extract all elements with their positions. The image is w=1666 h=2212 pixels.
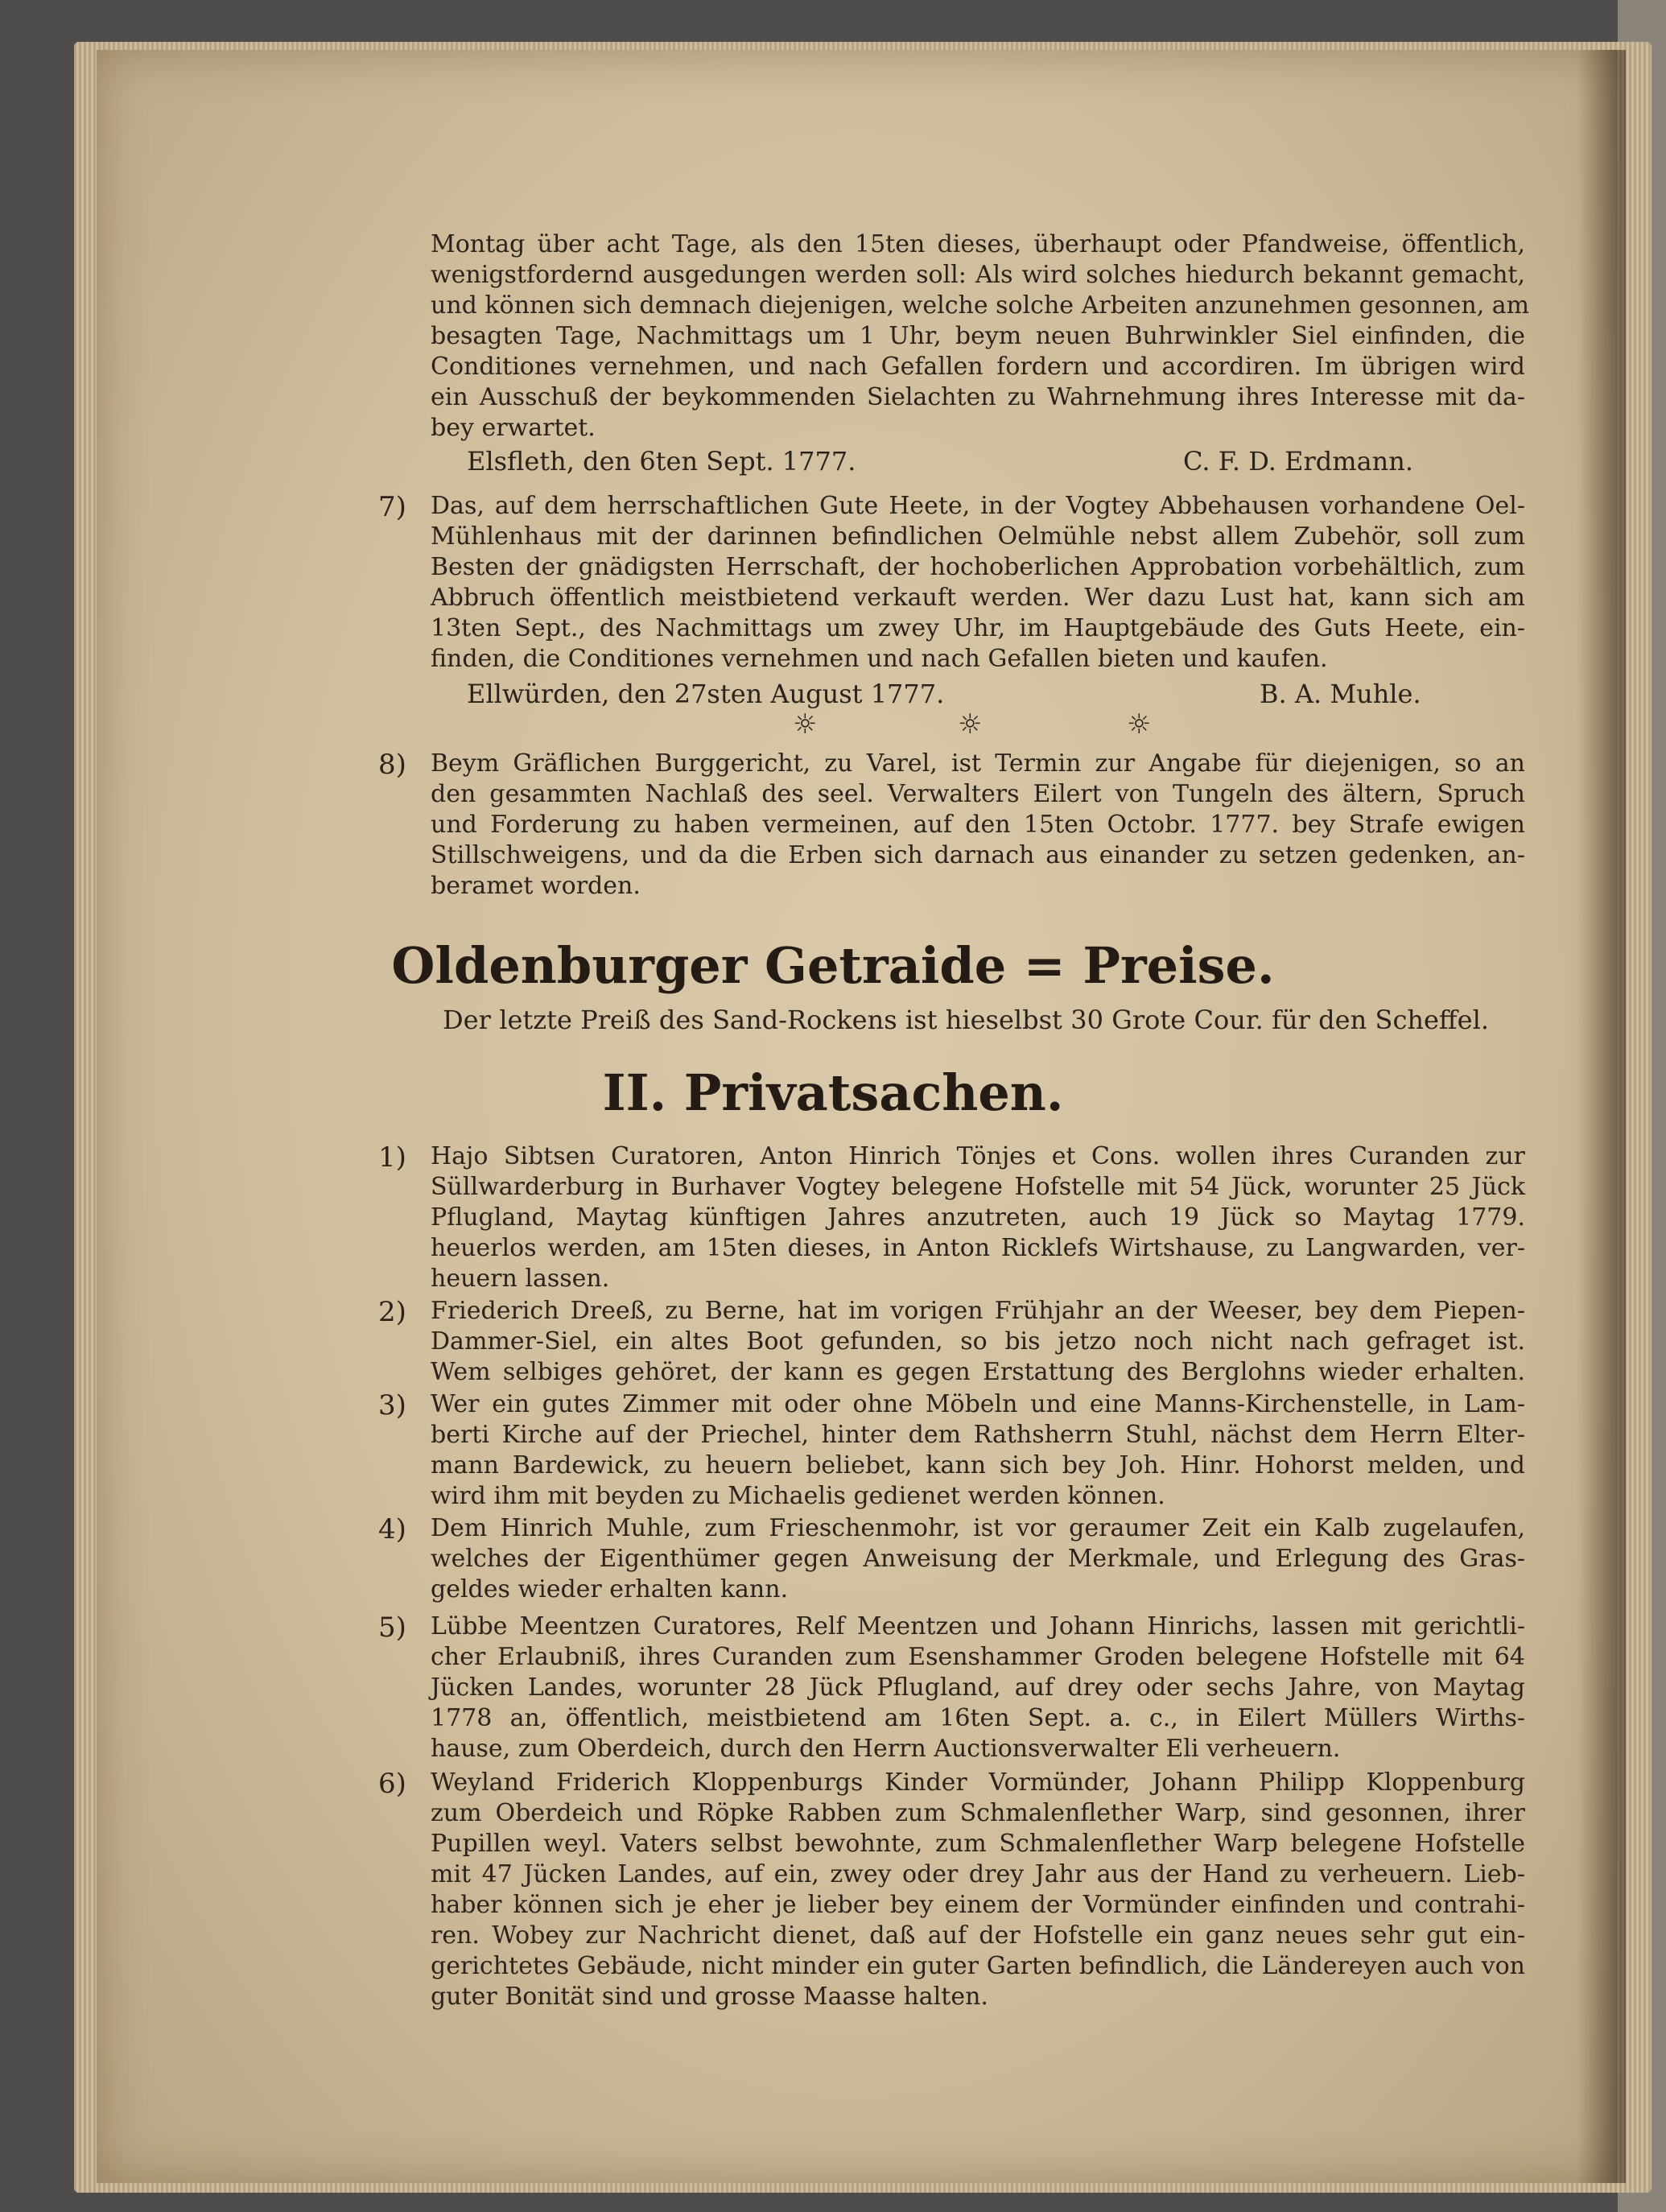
item-number: 2) xyxy=(378,1296,406,1328)
text-line: Wer ein gutes Zimmer mit oder ohne Möbeln und eine Manns-Kirchenstelle, in Lam- xyxy=(431,1390,1525,1418)
text-line: Stillschweigens, und da die Erben sich darnach aus einander zu setzen gedenken, an- xyxy=(431,841,1525,869)
text-line: Besten der gnädigsten Herrschaft, der hochoberlichen Approbation vorbehältlich, zum xyxy=(431,553,1525,581)
text-line: Abbruch öffentlich meistbietend verkauft werden. Wer dazu Lust hat, kann sich am xyxy=(431,584,1525,612)
text-line: Montag über acht Tage, als den 15ten dieses, überhaupt oder Pfandweise, öffentlich, xyxy=(431,230,1525,258)
text-line: Mühlenhaus mit der darinnen befindlichen Oelmühle nebst allem Zubehör, soll zum xyxy=(431,522,1525,551)
text-line: bey erwartet. xyxy=(431,414,596,442)
text-line: Wem selbiges gehöret, der kann es gegen Erstattung des Berglohns wieder erhalten. xyxy=(431,1358,1525,1386)
item-number: 7) xyxy=(378,491,406,523)
signature: B. A. Muhle. xyxy=(1260,679,1421,709)
text-line: Das, auf dem herrschaftlichen Gute Heete, in der Vogtey Abbehausen vorhandene Oel- xyxy=(431,492,1525,520)
item-number: 6) xyxy=(378,1768,406,1800)
text-line: guter Bonität sind und grosse Maasse halten. xyxy=(431,1983,988,2011)
text-line: 13ten Sept., des Nachmittags um zwey Uhr, im Hauptgebäude des Guts Heete, ein- xyxy=(431,614,1525,642)
item-number: 8) xyxy=(378,749,406,781)
text-line: Dammer-Siel, ein altes Boot gefunden, so bis jetzo noch nicht nach gefraget ist. xyxy=(431,1327,1525,1356)
text-line: und können sich demnach diejenigen, welche solche Arbeiten anzunehmen gesonnen, am xyxy=(431,291,1530,320)
signature: C. F. D. Erdmann. xyxy=(1183,446,1414,477)
text-line: und Forderung zu haben vermeinen, auf den 15ten Octobr. 1777. bey Strafe ewigen xyxy=(431,811,1525,839)
text-line: Friederich Dreeß, zu Berne, hat im vorigen Frühjahr an der Weeser, bey dem Piepen- xyxy=(431,1297,1525,1325)
text-line: haber können sich je eher je lieber bey einem der Vormünder einfinden und contrahi- xyxy=(431,1891,1525,1919)
text-line: wenigstfordernd ausgedungen werden soll: Als wird solches hiedurch bekannt gemacht, xyxy=(431,261,1525,289)
text-line: geldes wieder erhalten kann. xyxy=(431,1575,789,1603)
text-line: heuern lassen. xyxy=(431,1265,610,1293)
text-line: mit 47 Jücken Landes, auf ein, zwey oder drey Jahr aus der Hand zu verheuern. Lieb- xyxy=(431,1860,1525,1888)
text-line: Dem Hinrich Muhle, zum Frieschenmohr, ist vor geraumer Zeit ein Kalb zugelaufen, xyxy=(431,1514,1525,1542)
item-number: 1) xyxy=(378,1141,406,1174)
text-line: beramet worden. xyxy=(431,872,641,900)
text-line: mann Bardewick, zu heuern beliebet, kann sich bey Joh. Hinr. Hohorst melden, und xyxy=(431,1451,1525,1479)
text-line: 1778 an, öffentlich, meistbietend am 16ten Sept. a. c., in Eilert Müllers Wirths- xyxy=(431,1704,1525,1732)
ornament-sun-icon: ☼ xyxy=(958,708,983,741)
text-line: Conditiones vernehmen, und nach Gefallen fordern und accordiren. Im übrigen wird xyxy=(431,353,1525,381)
text-line: Beym Gräflichen Burggericht, zu Varel, ist Termin zur Angabe für diejenigen, so an xyxy=(431,749,1525,778)
text-line: zum Oberdeich und Röpke Rabben zum Schmalenflether Warp, sind gesonnen, ihrer xyxy=(431,1799,1525,1827)
grain-price-text: Der letzte Preiß des Sand-Rockens ist hieselbst 30 Grote Cour. für den Scheffel. xyxy=(443,1005,1489,1035)
item-number: 4) xyxy=(378,1513,406,1546)
text-line: Pflugland, Maytag künftigen Jahres anzutreten, auch 19 Jück so Maytag 1779. xyxy=(431,1203,1525,1232)
text-line: Pupillen weyl. Vaters selbst bewohnte, zum Schmalenflether Warp belegene Hofstelle xyxy=(431,1830,1525,1858)
ornament-sun-icon: ☼ xyxy=(793,708,818,741)
item-number: 3) xyxy=(378,1389,406,1422)
text-line: berti Kirche auf der Priechel, hinter dem Rathsherrn Stuhl, nächst dem Herrn Elter- xyxy=(431,1421,1525,1449)
text-line: besagten Tage, Nachmittags um 1 Uhr, beym neuen Buhrwinkler Siel einfinden, die xyxy=(431,322,1525,350)
dateline: Elsfleth, den 6ten Sept. 1777. xyxy=(467,446,856,477)
text-line: cher Erlaubniß, ihres Curanden zum Esenshammer Groden belegene Hofstelle mit 64 xyxy=(431,1643,1525,1671)
text-line: Süllwarderburg in Burhaver Vogtey belegene Hofstelle mit 54 Jück, worunter 25 Jück xyxy=(431,1173,1525,1201)
text-line: Hajo Sibtsen Curatoren, Anton Hinrich Tönjes et Cons. wollen ihres Curanden zur xyxy=(431,1142,1525,1170)
text-line: welches der Eigenthümer gegen Anweisung der Merkmale, und Erlegung des Gras- xyxy=(431,1545,1525,1573)
ornament-sun-icon: ☼ xyxy=(1127,708,1152,741)
text-line: hause, zum Oberdeich, durch den Herrn Auctionsverwalter Eli verheuern. xyxy=(431,1735,1341,1763)
text-line: ren. Wobey zur Nachricht dienet, daß auf der Hofstelle ein ganz neues sehr gut ein- xyxy=(431,1921,1525,1950)
text-line: gerichtetes Gebäude, nicht minder ein guter Garten befindlich, die Ländereyen auch von xyxy=(431,1952,1525,1980)
text-line: den gesammten Nachlaß des seel. Verwalters Eilert von Tungeln des ältern, Spruch xyxy=(431,780,1525,808)
text-line: ein Ausschuß der beykommenden Sielachten zu Wahrnehmung ihres Interesse mit da- xyxy=(431,383,1525,411)
text-line: Jücken Landes, worunter 28 Jück Pflugland, auf drey oder sechs Jahre, von Maytag xyxy=(431,1673,1525,1702)
text-line: Weyland Friderich Kloppenburgs Kinder Vormünder, Johann Philipp Kloppenburg xyxy=(431,1768,1525,1797)
text-line: wird ihm mit beyden zu Michaelis gedienet werden können. xyxy=(431,1482,1165,1510)
text-line: finden, die Conditiones vernehmen und nach Gefallen bieten und kaufen. xyxy=(431,645,1328,673)
text-line: Lübbe Meentzen Curatores, Relf Meentzen und Johann Hinrichs, lassen mit gerichtli- xyxy=(431,1612,1525,1640)
item-number: 5) xyxy=(378,1612,406,1644)
dateline: Ellwürden, den 27sten August 1777. xyxy=(467,679,945,709)
grain-price-heading: Oldenburger Getraide = Preise. xyxy=(391,936,1275,995)
section-heading: II. Privatsachen. xyxy=(602,1063,1064,1122)
text-line: heuerlos werden, am 15ten dieses, in Anton Ricklefs Wirtshause, zu Langwarden, ver- xyxy=(431,1234,1525,1262)
